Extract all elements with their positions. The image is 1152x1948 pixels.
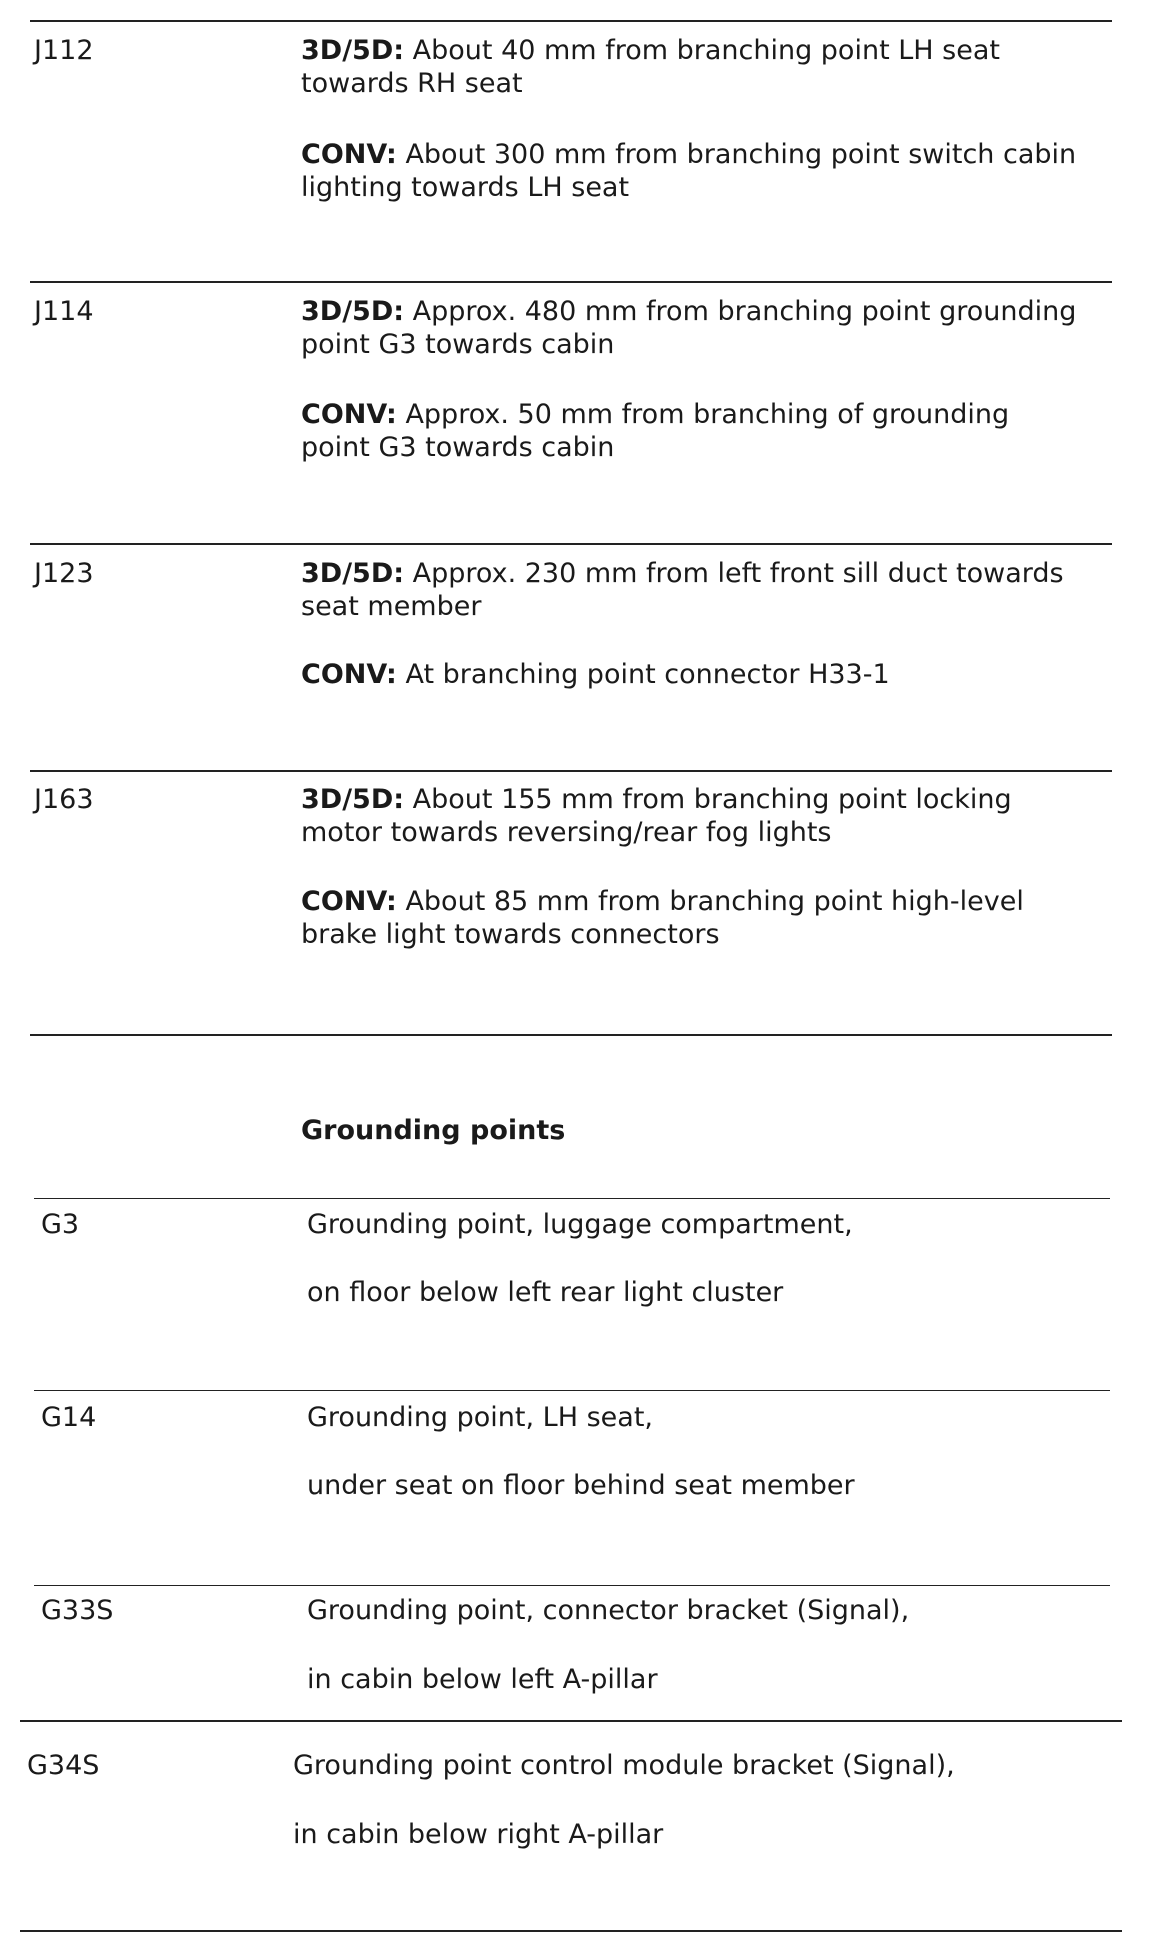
variant-tag: CONV: [301, 659, 397, 690]
variant-text: Approx. 480 mm from branching point grounding point G3 towards cabin [301, 296, 1077, 360]
variant-text: About 155 mm from branching point locking motor towards reversing/rear fog lights [301, 784, 1012, 848]
variant-tag: 3D/5D: [301, 35, 405, 66]
variant-tag: 3D/5D: [301, 784, 405, 815]
junction-variant [301, 557, 1121, 623]
variant-tag: 3D/5D: [301, 296, 405, 327]
junction-variant [301, 34, 1111, 100]
row-divider [34, 1390, 1110, 1391]
grounding-code: G33S [41, 1595, 114, 1626]
variant-tag: CONV: [301, 399, 397, 430]
variant-tag: CONV: [301, 886, 397, 917]
row-divider [20, 1720, 1122, 1722]
grounding-line: Grounding point, LH seat, [307, 1402, 653, 1433]
grounding-line: in cabin below left A-pillar [307, 1664, 658, 1695]
variant-text: About 85 mm from branching point high-level brake light towards connectors [301, 886, 1024, 950]
junction-variant [301, 658, 1121, 691]
grounding-line: Grounding point, connector bracket (Signal), [307, 1595, 910, 1626]
grounding-code: G34S [27, 1750, 100, 1781]
section-heading: Grounding points [301, 1115, 566, 1146]
row-divider [30, 281, 1112, 283]
variant-text: About 40 mm from branching point LH seat towards RH seat [301, 35, 1000, 99]
grounding-code: G14 [41, 1402, 97, 1433]
grounding-line: Grounding point control module bracket (Signal), [293, 1750, 955, 1781]
variant-tag: CONV: [301, 139, 397, 170]
grounding-line: under seat on floor behind seat member [307, 1470, 855, 1501]
row-divider [30, 543, 1112, 545]
junction-variant [301, 885, 1081, 951]
variant-text: At branching point connector H33-1 [405, 659, 890, 690]
row-divider [30, 20, 1112, 22]
junction-code: J114 [34, 296, 94, 327]
junction-variant [301, 295, 1081, 361]
grounding-line: Grounding point, luggage compartment, [307, 1209, 853, 1240]
junction-code: J163 [34, 784, 94, 815]
row-divider [20, 1930, 1122, 1932]
row-divider [34, 1198, 1110, 1199]
junction-code: J112 [34, 35, 94, 66]
grounding-code: G3 [41, 1209, 80, 1240]
grounding-line: on floor below left rear light cluster [307, 1277, 784, 1308]
grounding-line: in cabin below right A-pillar [293, 1819, 664, 1850]
variant-text: Approx. 50 mm from branching of grounding point G3 towards cabin [301, 399, 1010, 463]
variant-text: Approx. 230 mm from left front sill duct towards seat member [301, 558, 1064, 622]
junction-variant [301, 783, 1081, 849]
junction-code: J123 [34, 558, 94, 589]
variant-text: About 300 mm from branching point switch cabin lighting towards LH seat [301, 139, 1077, 203]
variant-tag: 3D/5D: [301, 558, 405, 589]
junction-variant [301, 138, 1111, 204]
row-divider [30, 770, 1112, 772]
row-divider [30, 1034, 1112, 1036]
row-divider [34, 1585, 1110, 1586]
junction-variant [301, 398, 1081, 464]
